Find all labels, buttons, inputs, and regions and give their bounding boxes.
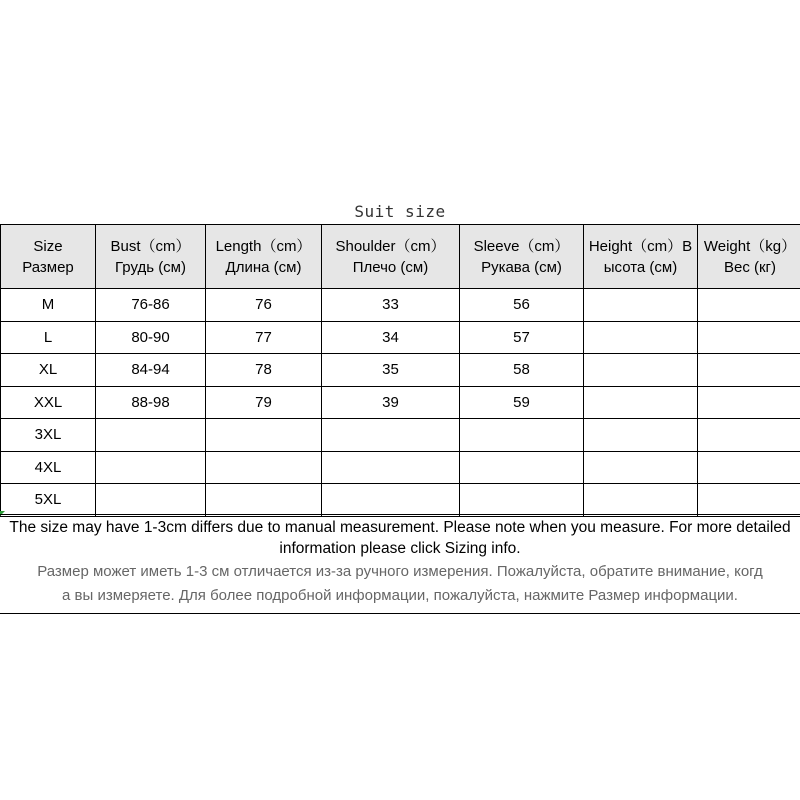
cell-shoulder — [322, 419, 460, 452]
cell-weight — [698, 321, 800, 354]
table-row — [1, 289, 800, 322]
note-russian-line-2: а вы измеряете. Для более подробной информации, пожалуйста, нажмите Размер информации. — [62, 587, 738, 604]
cell-shoulder: 34 — [322, 321, 460, 354]
size-table — [0, 224, 800, 517]
cell-height — [584, 321, 698, 354]
cell-sleeve: 59 — [460, 386, 584, 419]
header-row — [1, 225, 800, 289]
cell-bust: 84-94 — [96, 354, 206, 387]
cell-bust: 88-98 — [96, 386, 206, 419]
header-bust-ru: Грудь (см) — [115, 258, 186, 276]
cell-bust — [96, 419, 206, 452]
table-row — [1, 354, 800, 387]
cell-sleeve — [460, 484, 584, 517]
cell-length: 76 — [206, 289, 322, 322]
header-sleeve-en: Sleeve（cm） — [473, 237, 570, 255]
table-row — [1, 451, 800, 484]
cell-height — [584, 484, 698, 517]
cell-height — [584, 354, 698, 387]
cell-sleeve: 56 — [460, 289, 584, 322]
cell-weight — [698, 354, 800, 387]
cell-size: 5XL — [1, 484, 96, 517]
header-bust — [96, 225, 206, 289]
header-height — [584, 225, 698, 289]
cell-size: M — [1, 289, 96, 322]
header-bust-en: Bust（cm） — [110, 237, 191, 255]
cell-weight — [698, 289, 800, 322]
cell-weight — [698, 419, 800, 452]
cell-size: 3XL — [1, 419, 96, 452]
header-sleeve — [460, 225, 584, 289]
measurement-note — [0, 514, 800, 614]
header-height-en: Height（cm）В — [588, 237, 693, 255]
cell-length: 79 — [206, 386, 322, 419]
cell-bust — [96, 484, 206, 517]
header-shoulder-ru: Плечо (см) — [352, 258, 429, 276]
cell-weight — [698, 484, 800, 517]
cell-bust: 76-86 — [96, 289, 206, 322]
header-weight-ru: Вес (кг) — [723, 258, 777, 276]
cell-length: 78 — [206, 354, 322, 387]
cell-size: L — [1, 321, 96, 354]
cell-sleeve — [460, 451, 584, 484]
table-row — [1, 419, 800, 452]
note-english: The size may have 1-3cm differs due to manual measurement. Please note when you measure. For more detailed information please click Sizing info. — [9, 519, 791, 557]
header-height-ru: ысота (см) — [603, 258, 678, 276]
header-size-en: Size — [33, 237, 63, 255]
header-sleeve-ru: Рукава (см) — [481, 258, 562, 276]
table-row — [1, 484, 800, 517]
cell-height — [584, 419, 698, 452]
cell-length — [206, 419, 322, 452]
table-row — [1, 321, 800, 354]
table-row — [1, 386, 800, 419]
cell-bust — [96, 451, 206, 484]
header-size-ru: Размер — [22, 258, 74, 276]
cell-sleeve: 58 — [460, 354, 584, 387]
header-length-ru: Длина (см) — [225, 258, 302, 276]
cell-size: XXL — [1, 386, 96, 419]
cell-length — [206, 451, 322, 484]
cell-length: 77 — [206, 321, 322, 354]
header-size — [1, 225, 96, 289]
cell-shoulder — [322, 451, 460, 484]
header-shoulder — [322, 225, 460, 289]
cell-weight — [698, 386, 800, 419]
header-length-en: Length（cm） — [215, 237, 312, 255]
cell-height — [584, 451, 698, 484]
header-length — [206, 225, 322, 289]
cell-shoulder: 35 — [322, 354, 460, 387]
header-weight — [698, 225, 800, 289]
note-russian-line-1: Размер может иметь 1-3 см отличается из-за ручного измерения. Пожалуйста, обратите внимание, когд — [37, 563, 763, 580]
cell-shoulder: 39 — [322, 386, 460, 419]
cell-weight — [698, 451, 800, 484]
cell-size: XL — [1, 354, 96, 387]
cell-size: 4XL — [1, 451, 96, 484]
cell-bust: 80-90 — [96, 321, 206, 354]
cell-height — [584, 386, 698, 419]
cell-shoulder: 33 — [322, 289, 460, 322]
header-weight-en: Weight（kg） — [703, 237, 797, 255]
table-title: Suit size — [354, 202, 446, 221]
cell-shoulder — [322, 484, 460, 517]
cell-height — [584, 289, 698, 322]
cell-sleeve — [460, 419, 584, 452]
header-shoulder-en: Shoulder（cm） — [335, 237, 446, 255]
cell-sleeve: 57 — [460, 321, 584, 354]
cell-length — [206, 484, 322, 517]
